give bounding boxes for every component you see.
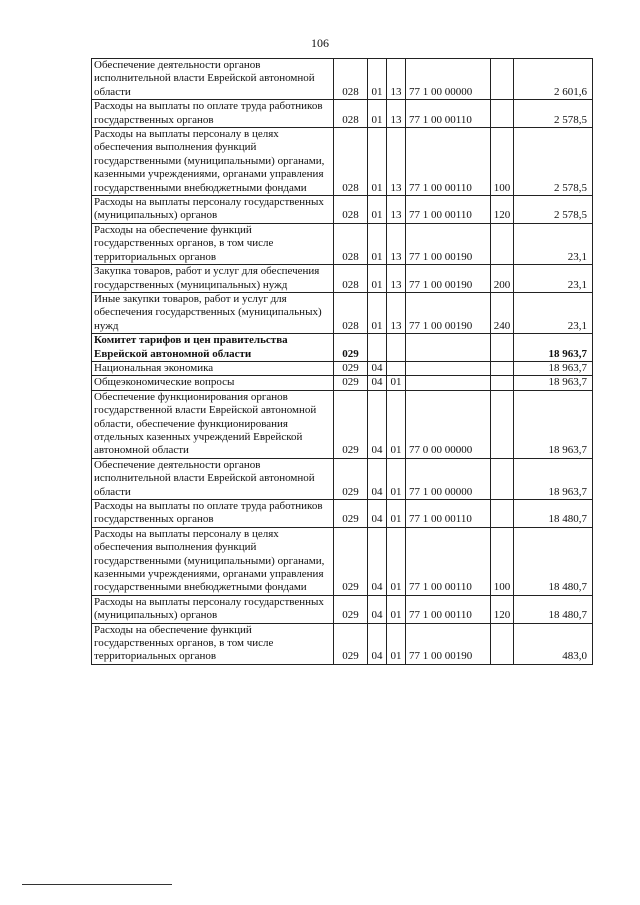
- expense-type-code: [491, 100, 514, 128]
- target-article-code: 77 1 00 00110: [406, 500, 491, 528]
- ministry-code: 028: [334, 59, 368, 100]
- row-name: Расходы на выплаты персоналу в целях обеспечения выполнения функций государственными (муниципальными) органами, казенными учреждениями, органами управления государственными внебюджетными фондами: [92, 527, 334, 595]
- section-code: 01: [368, 292, 387, 333]
- amount: 18 963,7: [514, 334, 593, 362]
- table-row: [92, 265, 593, 293]
- ministry-code: 029: [334, 527, 368, 595]
- section-code: 01: [368, 128, 387, 196]
- subsection-code: 13: [387, 265, 406, 293]
- section-code: 01: [368, 196, 387, 224]
- expense-type-code: [491, 361, 514, 375]
- table-row: [92, 128, 593, 196]
- subsection-code: 13: [387, 100, 406, 128]
- subsection-code: 13: [387, 128, 406, 196]
- expense-type-code: 240: [491, 292, 514, 333]
- amount: 23,1: [514, 223, 593, 264]
- ministry-code: 029: [334, 595, 368, 623]
- row-name: Национальная экономика: [92, 361, 334, 375]
- row-name: Расходы на выплаты по оплате труда работников государственных органов: [92, 500, 334, 528]
- target-article-code: 77 1 00 00110: [406, 527, 491, 595]
- target-article-code: 77 1 00 00190: [406, 265, 491, 293]
- section-code: 04: [368, 361, 387, 375]
- section-code: 01: [368, 223, 387, 264]
- subsection-code: 01: [387, 527, 406, 595]
- expense-type-code: [491, 458, 514, 499]
- expense-type-code: [491, 223, 514, 264]
- ministry-code: 029: [334, 361, 368, 375]
- amount: 18 480,7: [514, 527, 593, 595]
- budget-table: [91, 58, 593, 665]
- section-code: 01: [368, 59, 387, 100]
- expense-type-code: [491, 390, 514, 458]
- section-code: 04: [368, 527, 387, 595]
- ministry-code: 029: [334, 500, 368, 528]
- expense-type-code: [491, 500, 514, 528]
- table-row: [92, 376, 593, 390]
- ministry-code: 028: [334, 196, 368, 224]
- target-article-code: 77 1 00 00110: [406, 100, 491, 128]
- ministry-code: 028: [334, 128, 368, 196]
- target-article-code: [406, 334, 491, 362]
- footnote-rule: [22, 884, 172, 885]
- row-name: Иные закупки товаров, работ и услуг для обеспечения государственных (муниципальных) нужд: [92, 292, 334, 333]
- expense-type-code: 120: [491, 196, 514, 224]
- row-name: Расходы на выплаты персоналу государственных (муниципальных) органов: [92, 595, 334, 623]
- row-name: Расходы на обеспечение функций государственных органов, в том числе территориальных органов: [92, 623, 334, 664]
- amount: 483,0: [514, 623, 593, 664]
- ministry-code: 029: [334, 458, 368, 499]
- ministry-code: 029: [334, 334, 368, 362]
- table-row: [92, 595, 593, 623]
- target-article-code: 77 1 00 00000: [406, 59, 491, 100]
- ministry-code: 028: [334, 223, 368, 264]
- amount: 18 963,7: [514, 361, 593, 375]
- amount: 18 480,7: [514, 500, 593, 528]
- table-row: [92, 223, 593, 264]
- amount: 23,1: [514, 292, 593, 333]
- subsection-code: 01: [387, 390, 406, 458]
- amount: 23,1: [514, 265, 593, 293]
- amount: 2 578,5: [514, 128, 593, 196]
- section-code: [368, 334, 387, 362]
- row-name: Общеэкономические вопросы: [92, 376, 334, 390]
- table-row: [92, 361, 593, 375]
- expense-type-code: [491, 334, 514, 362]
- row-name: Расходы на выплаты персоналу государственных (муниципальных) органов: [92, 196, 334, 224]
- section-code: 04: [368, 390, 387, 458]
- amount: 18 963,7: [514, 458, 593, 499]
- table-row: [92, 100, 593, 128]
- target-article-code: 77 1 00 00110: [406, 196, 491, 224]
- amount: 2 601,6: [514, 59, 593, 100]
- row-name: Обеспечение деятельности органов исполнительной власти Еврейской автономной области: [92, 458, 334, 499]
- row-name: Закупка товаров, работ и услуг для обеспечения государственных (муниципальных) нужд: [92, 265, 334, 293]
- row-name: Расходы на выплаты по оплате труда работников государственных органов: [92, 100, 334, 128]
- expense-type-code: 100: [491, 128, 514, 196]
- table-row: [92, 623, 593, 664]
- subsection-code: 13: [387, 223, 406, 264]
- expense-type-code: [491, 376, 514, 390]
- row-name: Расходы на обеспечение функций государственных органов, в том числе территориальных органов: [92, 223, 334, 264]
- table-row: [92, 196, 593, 224]
- target-article-code: [406, 376, 491, 390]
- target-article-code: 77 1 00 00000: [406, 458, 491, 499]
- subsection-code: 01: [387, 458, 406, 499]
- section-code: 04: [368, 595, 387, 623]
- row-name: Обеспечение функционирования органов государственной власти Еврейской автономной области, обеспечение функционирования отдельных казенных учреждений Еврейской автономной области: [92, 390, 334, 458]
- amount: 18 963,7: [514, 376, 593, 390]
- subsection-code: 01: [387, 376, 406, 390]
- subsection-code: [387, 334, 406, 362]
- amount: 2 578,5: [514, 196, 593, 224]
- table-row: [92, 292, 593, 333]
- subsection-code: 13: [387, 59, 406, 100]
- target-article-code: 77 1 00 00110: [406, 595, 491, 623]
- subsection-code: 01: [387, 595, 406, 623]
- subsection-code: 13: [387, 196, 406, 224]
- target-article-code: 77 0 00 00000: [406, 390, 491, 458]
- section-code: 04: [368, 376, 387, 390]
- ministry-code: 028: [334, 100, 368, 128]
- table-row: [92, 390, 593, 458]
- budget-table-body: [92, 59, 593, 665]
- ministry-code: 028: [334, 265, 368, 293]
- row-name: Расходы на выплаты персоналу в целях обеспечения выполнения функций государственными (муниципальными) органами, казенными учреждениями, органами управления государственными внебюджетными фондами: [92, 128, 334, 196]
- target-article-code: 77 1 00 00190: [406, 623, 491, 664]
- table-row: [92, 527, 593, 595]
- ministry-code: 029: [334, 623, 368, 664]
- amount: 2 578,5: [514, 100, 593, 128]
- ministry-code: 028: [334, 292, 368, 333]
- ministry-code: 029: [334, 376, 368, 390]
- subsection-code: 01: [387, 500, 406, 528]
- table-row: [92, 500, 593, 528]
- target-article-code: 77 1 00 00110: [406, 128, 491, 196]
- table-row: [92, 334, 593, 362]
- expense-type-code: 200: [491, 265, 514, 293]
- amount: 18 480,7: [514, 595, 593, 623]
- target-article-code: 77 1 00 00190: [406, 223, 491, 264]
- page-number: 106: [311, 36, 329, 50]
- expense-type-code: [491, 623, 514, 664]
- target-article-code: 77 1 00 00190: [406, 292, 491, 333]
- ministry-code: 029: [334, 390, 368, 458]
- expense-type-code: 100: [491, 527, 514, 595]
- target-article-code: [406, 361, 491, 375]
- subsection-code: 13: [387, 292, 406, 333]
- subsection-code: 01: [387, 623, 406, 664]
- expense-type-code: 120: [491, 595, 514, 623]
- row-name: Комитет тарифов и цен правительства Еврейской автономной области: [92, 334, 334, 362]
- section-code: 01: [368, 265, 387, 293]
- section-code: 04: [368, 458, 387, 499]
- expense-type-code: [491, 59, 514, 100]
- section-code: 01: [368, 100, 387, 128]
- row-name: Обеспечение деятельности органов исполнительной власти Еврейской автономной области: [92, 59, 334, 100]
- table-row: [92, 458, 593, 499]
- section-code: 04: [368, 500, 387, 528]
- subsection-code: [387, 361, 406, 375]
- section-code: 04: [368, 623, 387, 664]
- amount: 18 963,7: [514, 390, 593, 458]
- table-row: [92, 59, 593, 100]
